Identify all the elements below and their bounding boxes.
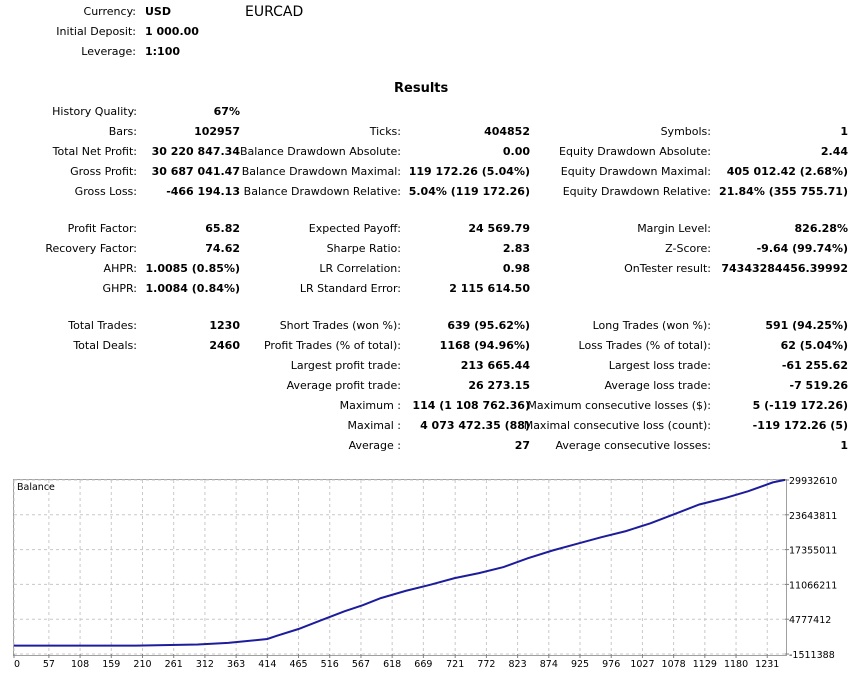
symbol-name: EURCAD [245,4,304,20]
stat-label-equity-dd-abs: Equity Drawdown Absolute: [559,145,711,158]
stat-label-ticks: Ticks: [369,125,401,138]
leverage-value: 1:100 [145,45,181,58]
stat-value-balance-dd-rel: 5.04% (119 172.26) [408,185,530,198]
results-title: Results [394,81,449,96]
stat-value-gross-loss: -466 194.13 [166,185,240,198]
stat-label-total-deals: Total Deals: [73,339,137,352]
stat-value-symbols: 1 [840,125,848,138]
leverage-label: Leverage: [81,45,136,58]
stat-label-lr-std-error: LR Standard Error: [299,282,401,295]
stat-label-avg-consec-losses: Average consecutive losses: [555,439,711,452]
stat-label-gross-profit: Gross Profit: [70,165,137,178]
stat-value-equity-dd-max: 405 012.42 (2.68%) [726,165,848,178]
x-tick-label: 925 [570,659,590,670]
stat-value-balance-dd-abs: 0.00 [502,145,530,158]
stat-value-avg-loss: -7 519.26 [789,379,848,392]
chart-title: Balance [17,482,55,493]
stat-label-equity-dd-rel: Equity Drawdown Relative: [562,185,711,198]
stat-label-profit-trades: Profit Trades (% of total): [263,339,401,352]
stat-label-z-score: Z-Score: [665,242,711,255]
stat-label-history-quality: History Quality: [52,105,137,118]
x-tick-label: 772 [477,659,496,670]
stat-value-largest-profit: 213 665.44 [460,359,530,372]
stat-value-loss-trades: 62 (5.04%) [780,339,848,352]
stat-value-total-deals: 2460 [209,339,240,352]
stat-value-avg-profit: 26 273.15 [468,379,530,392]
stat-value-sharpe-ratio: 2.83 [502,242,530,255]
x-tick-label: 312 [195,659,214,670]
x-tick-label: 1129 [692,659,717,670]
stat-value-profit-factor: 65.82 [205,222,240,235]
x-tick-label: 1027 [630,659,655,670]
stat-value-ontester: 74343284456.39992 [721,262,848,275]
stat-value-equity-dd-abs: 2.44 [820,145,848,158]
stat-label-maximum: Maximum : [339,399,401,412]
y-tick-label: 17355011 [789,545,838,557]
stat-label-recovery-factor: Recovery Factor: [45,242,137,255]
stat-value-total-net-profit: 30 220 847.34 [151,145,240,158]
x-tick-label: 159 [102,659,121,670]
y-tick-label: 11066211 [789,580,838,592]
stat-label-average: Average : [348,439,401,452]
stat-label-maximal: Maximal : [347,419,401,432]
x-tick-label: 1180 [723,659,749,670]
stat-label-total-trades: Total Trades: [68,319,137,332]
stat-value-total-trades: 1230 [209,319,240,332]
stat-label-balance-dd-abs: Balance Drawdown Absolute: [239,145,401,158]
x-tick-label: 976 [602,659,621,670]
stat-label-max-consec-losses: Maximum consecutive losses ($): [527,399,711,412]
stat-label-profit-factor: Profit Factor: [67,222,137,235]
x-tick-label: 210 [133,659,152,670]
x-tick-label: 108 [71,659,90,670]
stat-value-equity-dd-rel: 21.84% (355 755.71) [719,185,848,198]
x-tick-label: 1078 [661,659,686,670]
x-tick-label: 721 [446,659,465,670]
stat-value-recovery-factor: 74.62 [205,242,240,255]
stat-label-ontester: OnTester result: [624,262,711,275]
y-tick-label: 4777412 [789,615,832,627]
stat-value-history-quality: 67% [213,105,240,118]
stat-label-avg-loss: Average loss trade: [604,379,711,392]
x-tick-label: 363 [227,659,246,670]
stat-value-expected-payoff: 24 569.79 [468,222,530,235]
stat-label-sharpe-ratio: Sharpe Ratio: [326,242,401,255]
stat-label-margin-level: Margin Level: [637,222,711,235]
stat-label-largest-loss: Largest loss trade: [608,359,711,372]
stat-label-largest-profit: Largest profit trade: [290,359,401,372]
stat-label-ghpr: GHPR: [102,282,137,295]
stat-value-largest-loss: -61 255.62 [781,359,848,372]
currency-label: Currency: [83,5,136,18]
stat-value-lr-std-error: 2 115 614.50 [449,282,530,295]
x-tick-label: 669 [414,659,433,670]
y-tick-label: 23643811 [789,510,838,522]
x-tick-label: 516 [320,659,339,670]
x-tick-label: 618 [383,659,402,670]
x-tick-label: 823 [508,659,527,670]
stat-label-bars: Bars: [108,125,137,138]
stat-label-maximal-consec-loss: Maximal consecutive loss (count): [523,419,711,432]
stat-value-maximum: 114 (1 108 762.36) [412,399,530,412]
currency-value: USD [145,5,171,18]
x-tick-label: 874 [539,659,558,670]
stat-value-ticks: 404852 [484,125,530,138]
stat-value-z-score: -9.64 (99.74%) [756,242,848,255]
balance-line [14,480,785,646]
stat-label-ahpr: AHPR: [103,262,137,275]
stat-label-balance-dd-rel: Balance Drawdown Relative: [243,185,401,198]
stat-label-short-trades: Short Trades (won %): [279,319,401,332]
x-tick-label: 0 [14,659,21,670]
stat-value-balance-dd-max: 119 172.26 (5.04%) [408,165,530,178]
stat-value-profit-trades: 1168 (94.96%) [439,339,530,352]
stat-label-symbols: Symbols: [660,125,711,138]
stat-label-loss-trades: Loss Trades (% of total): [578,339,711,352]
stat-value-margin-level: 826.28% [794,222,848,235]
stat-value-ghpr: 1.0084 (0.84%) [145,282,240,295]
stat-label-equity-dd-max: Equity Drawdown Maximal: [560,165,711,178]
stat-label-lr-correlation: LR Correlation: [319,262,401,275]
initial-deposit-value: 1 000.00 [145,25,199,38]
stat-label-total-net-profit: Total Net Profit: [52,145,137,158]
stat-value-maximal-consec-loss: -119 172.26 (5) [752,419,848,432]
stat-value-bars: 102957 [194,125,240,138]
stat-label-balance-dd-max: Balance Drawdown Maximal: [241,165,401,178]
stat-label-expected-payoff: Expected Payoff: [308,222,401,235]
stat-label-long-trades: Long Trades (won %): [592,319,711,332]
stat-value-maximal: 4 073 472.35 (88) [420,419,530,432]
x-tick-label: 567 [351,659,371,670]
y-tick-label: 29932610 [789,476,838,487]
stat-label-avg-profit: Average profit trade: [286,379,401,392]
stat-value-max-consec-losses: 5 (-119 172.26) [752,399,848,412]
stat-value-average: 27 [514,439,530,452]
x-tick-label: 261 [164,659,183,670]
stat-value-avg-consec-losses: 1 [840,439,848,452]
stat-value-long-trades: 591 (94.25%) [765,319,848,332]
stat-label-gross-loss: Gross Loss: [74,185,137,198]
stat-value-short-trades: 639 (95.62%) [447,319,530,332]
stat-value-gross-profit: 30 687 041.47 [151,165,240,178]
x-tick-label: 465 [289,659,308,670]
y-tick-label: -1511388 [789,650,835,661]
stat-value-lr-correlation: 0.98 [502,262,530,275]
initial-deposit-label: Initial Deposit: [56,25,136,38]
x-tick-label: 1231 [755,659,780,670]
stat-value-ahpr: 1.0085 (0.85%) [145,262,240,275]
x-tick-label: 57 [42,659,55,670]
x-tick-label: 414 [258,659,277,670]
